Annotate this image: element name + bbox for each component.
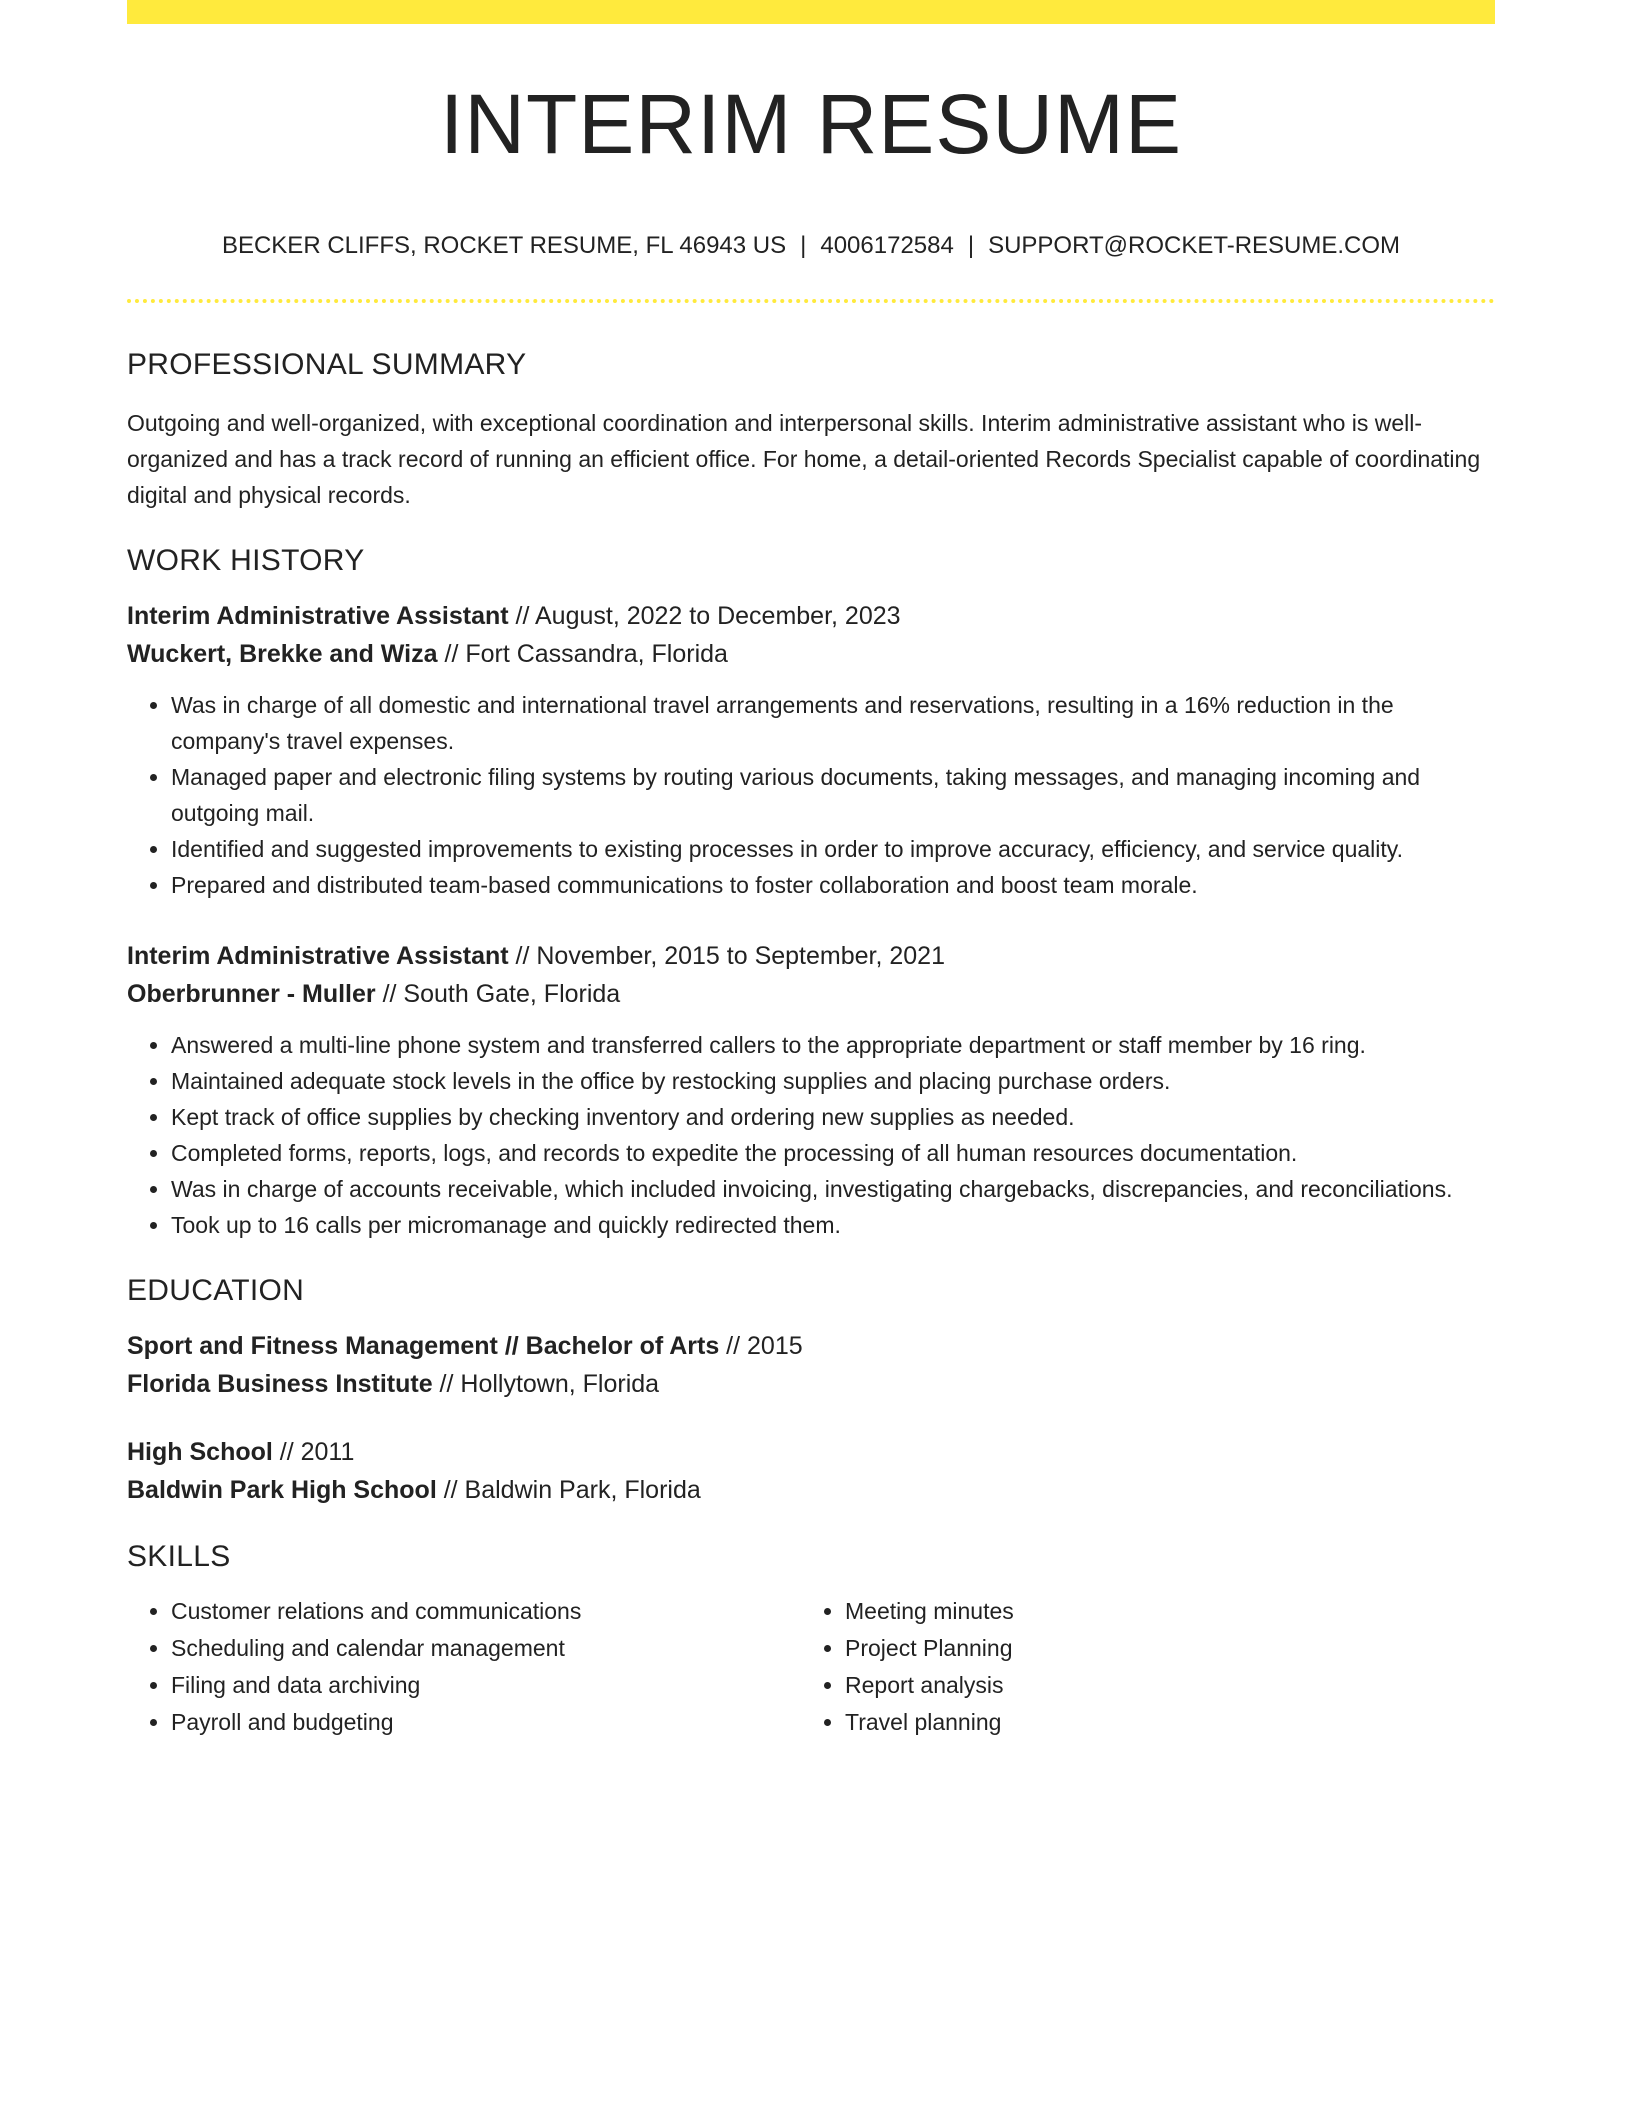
contact-separator: | <box>967 232 975 259</box>
list-item: • Report analysis <box>845 1667 1445 1704</box>
education-school-line <box>127 1365 1495 1403</box>
list-item: • Identified and suggested improvements to existing processes in order to improve accuracy, efficiency, and service quality. <box>171 831 1495 867</box>
list-item: • Managed paper and electronic filing systems by routing various documents, taking messages, and managing incoming and outgoing mail. <box>171 759 1495 831</box>
contact-line <box>127 232 1495 261</box>
education-year: // 2011 <box>272 1437 355 1466</box>
job-role: Interim Administrative Assistant <box>127 941 509 970</box>
job-dates: // August, 2022 to December, 2023 <box>508 601 901 630</box>
list-item: • Kept track of office supplies by checking inventory and ordering new supplies as needed. <box>171 1099 1495 1135</box>
list-item: • Prepared and distributed team-based communications to foster collaboration and boost team morale. <box>171 867 1495 903</box>
education-location: // Hollytown, Florida <box>432 1369 660 1398</box>
education-school: Baldwin Park High School <box>127 1475 437 1504</box>
job-entry <box>127 597 1495 903</box>
list-item: • Took up to 16 calls per micromanage and quickly redirected them. <box>171 1207 1495 1243</box>
list-item: • Was in charge of all domestic and international travel arrangements and reservations, resulting in a 16% reduction in the company's travel expenses. <box>171 687 1495 759</box>
list-item: • Travel planning <box>845 1704 1445 1741</box>
education-entry <box>127 1327 1495 1403</box>
education-degree-line <box>127 1433 1495 1471</box>
education-location: // Baldwin Park, Florida <box>436 1475 701 1504</box>
list-item: • Scheduling and calendar management <box>171 1630 801 1667</box>
summary-text: Outgoing and well-organized, with exceptional coordination and interpersonal skills. Interim administrative assistant who is well-organized and has a track record of running an efficient office. For home, a detail-oriented Records Specialist capable of coordinating digital and physical records. <box>127 409 1481 508</box>
job-company: Oberbrunner - Muller <box>127 979 376 1008</box>
list-item: • Customer relations and communications <box>171 1593 801 1630</box>
section-title-skills: SKILLS <box>127 1539 231 1573</box>
job-title-line <box>127 937 1495 975</box>
skills-list <box>127 1593 1495 1741</box>
job-role: Interim Administrative Assistant <box>127 601 509 630</box>
list-item: • Answered a multi-line phone system and transferred callers to the appropriate department or staff member by 16 ring. <box>171 1027 1495 1063</box>
education-degree: Sport and Fitness Management // Bachelor of Arts <box>127 1331 720 1360</box>
education-year: // 2015 <box>719 1331 803 1360</box>
job-bullets <box>127 1027 1495 1243</box>
list-item: • Project Planning <box>845 1630 1445 1667</box>
list-item: • Maintained adequate stock levels in the office by restocking supplies and placing purchase orders. <box>171 1063 1495 1099</box>
education-degree-line <box>127 1327 1495 1365</box>
resume-name: INTERIM RESUME <box>439 77 1183 171</box>
job-location: // Fort Cassandra, Florida <box>437 639 728 668</box>
job-bullets <box>127 687 1495 903</box>
job-company-line <box>127 975 1495 1013</box>
dotted-divider <box>127 299 1495 303</box>
list-item: • Meeting minutes <box>845 1593 1445 1630</box>
list-item: • Completed forms, reports, logs, and records to expedite the processing of all human resources documentation. <box>171 1135 1495 1171</box>
contact-separator: | <box>800 232 807 259</box>
education-school-line <box>127 1471 1495 1509</box>
job-dates: // November, 2015 to September, 2021 <box>508 941 945 970</box>
contact-address: BECKER CLIFFS, ROCKET RESUME, FL 46943 US <box>221 232 787 259</box>
education-degree: High School <box>127 1437 273 1466</box>
section-title-education: EDUCATION <box>127 1273 305 1307</box>
job-company: Wuckert, Brekke and Wiza <box>127 639 438 668</box>
section-title-work-history: WORK HISTORY <box>127 543 365 577</box>
skills-column-1 <box>127 1593 801 1741</box>
education-entry <box>127 1433 1495 1509</box>
job-title-line <box>127 597 1495 635</box>
job-location: // South Gate, Florida <box>375 979 621 1008</box>
skills-column-2 <box>801 1593 1445 1741</box>
resume-page <box>127 0 1495 1741</box>
accent-top-bar <box>127 0 1495 24</box>
contact-email: SUPPORT@ROCKET-RESUME.COM <box>988 232 1401 259</box>
list-item: • Was in charge of accounts receivable, which included invoicing, investigating chargebacks, discrepancies, and reconciliations. <box>171 1171 1495 1207</box>
list-item: • Filing and data archiving <box>171 1667 801 1704</box>
contact-phone: 4006172584 <box>820 232 954 259</box>
job-entry <box>127 937 1495 1243</box>
job-company-line <box>127 635 1495 673</box>
list-item: • Payroll and budgeting <box>171 1704 801 1741</box>
section-title-summary: PROFESSIONAL SUMMARY <box>127 347 527 381</box>
education-school: Florida Business Institute <box>127 1369 433 1398</box>
